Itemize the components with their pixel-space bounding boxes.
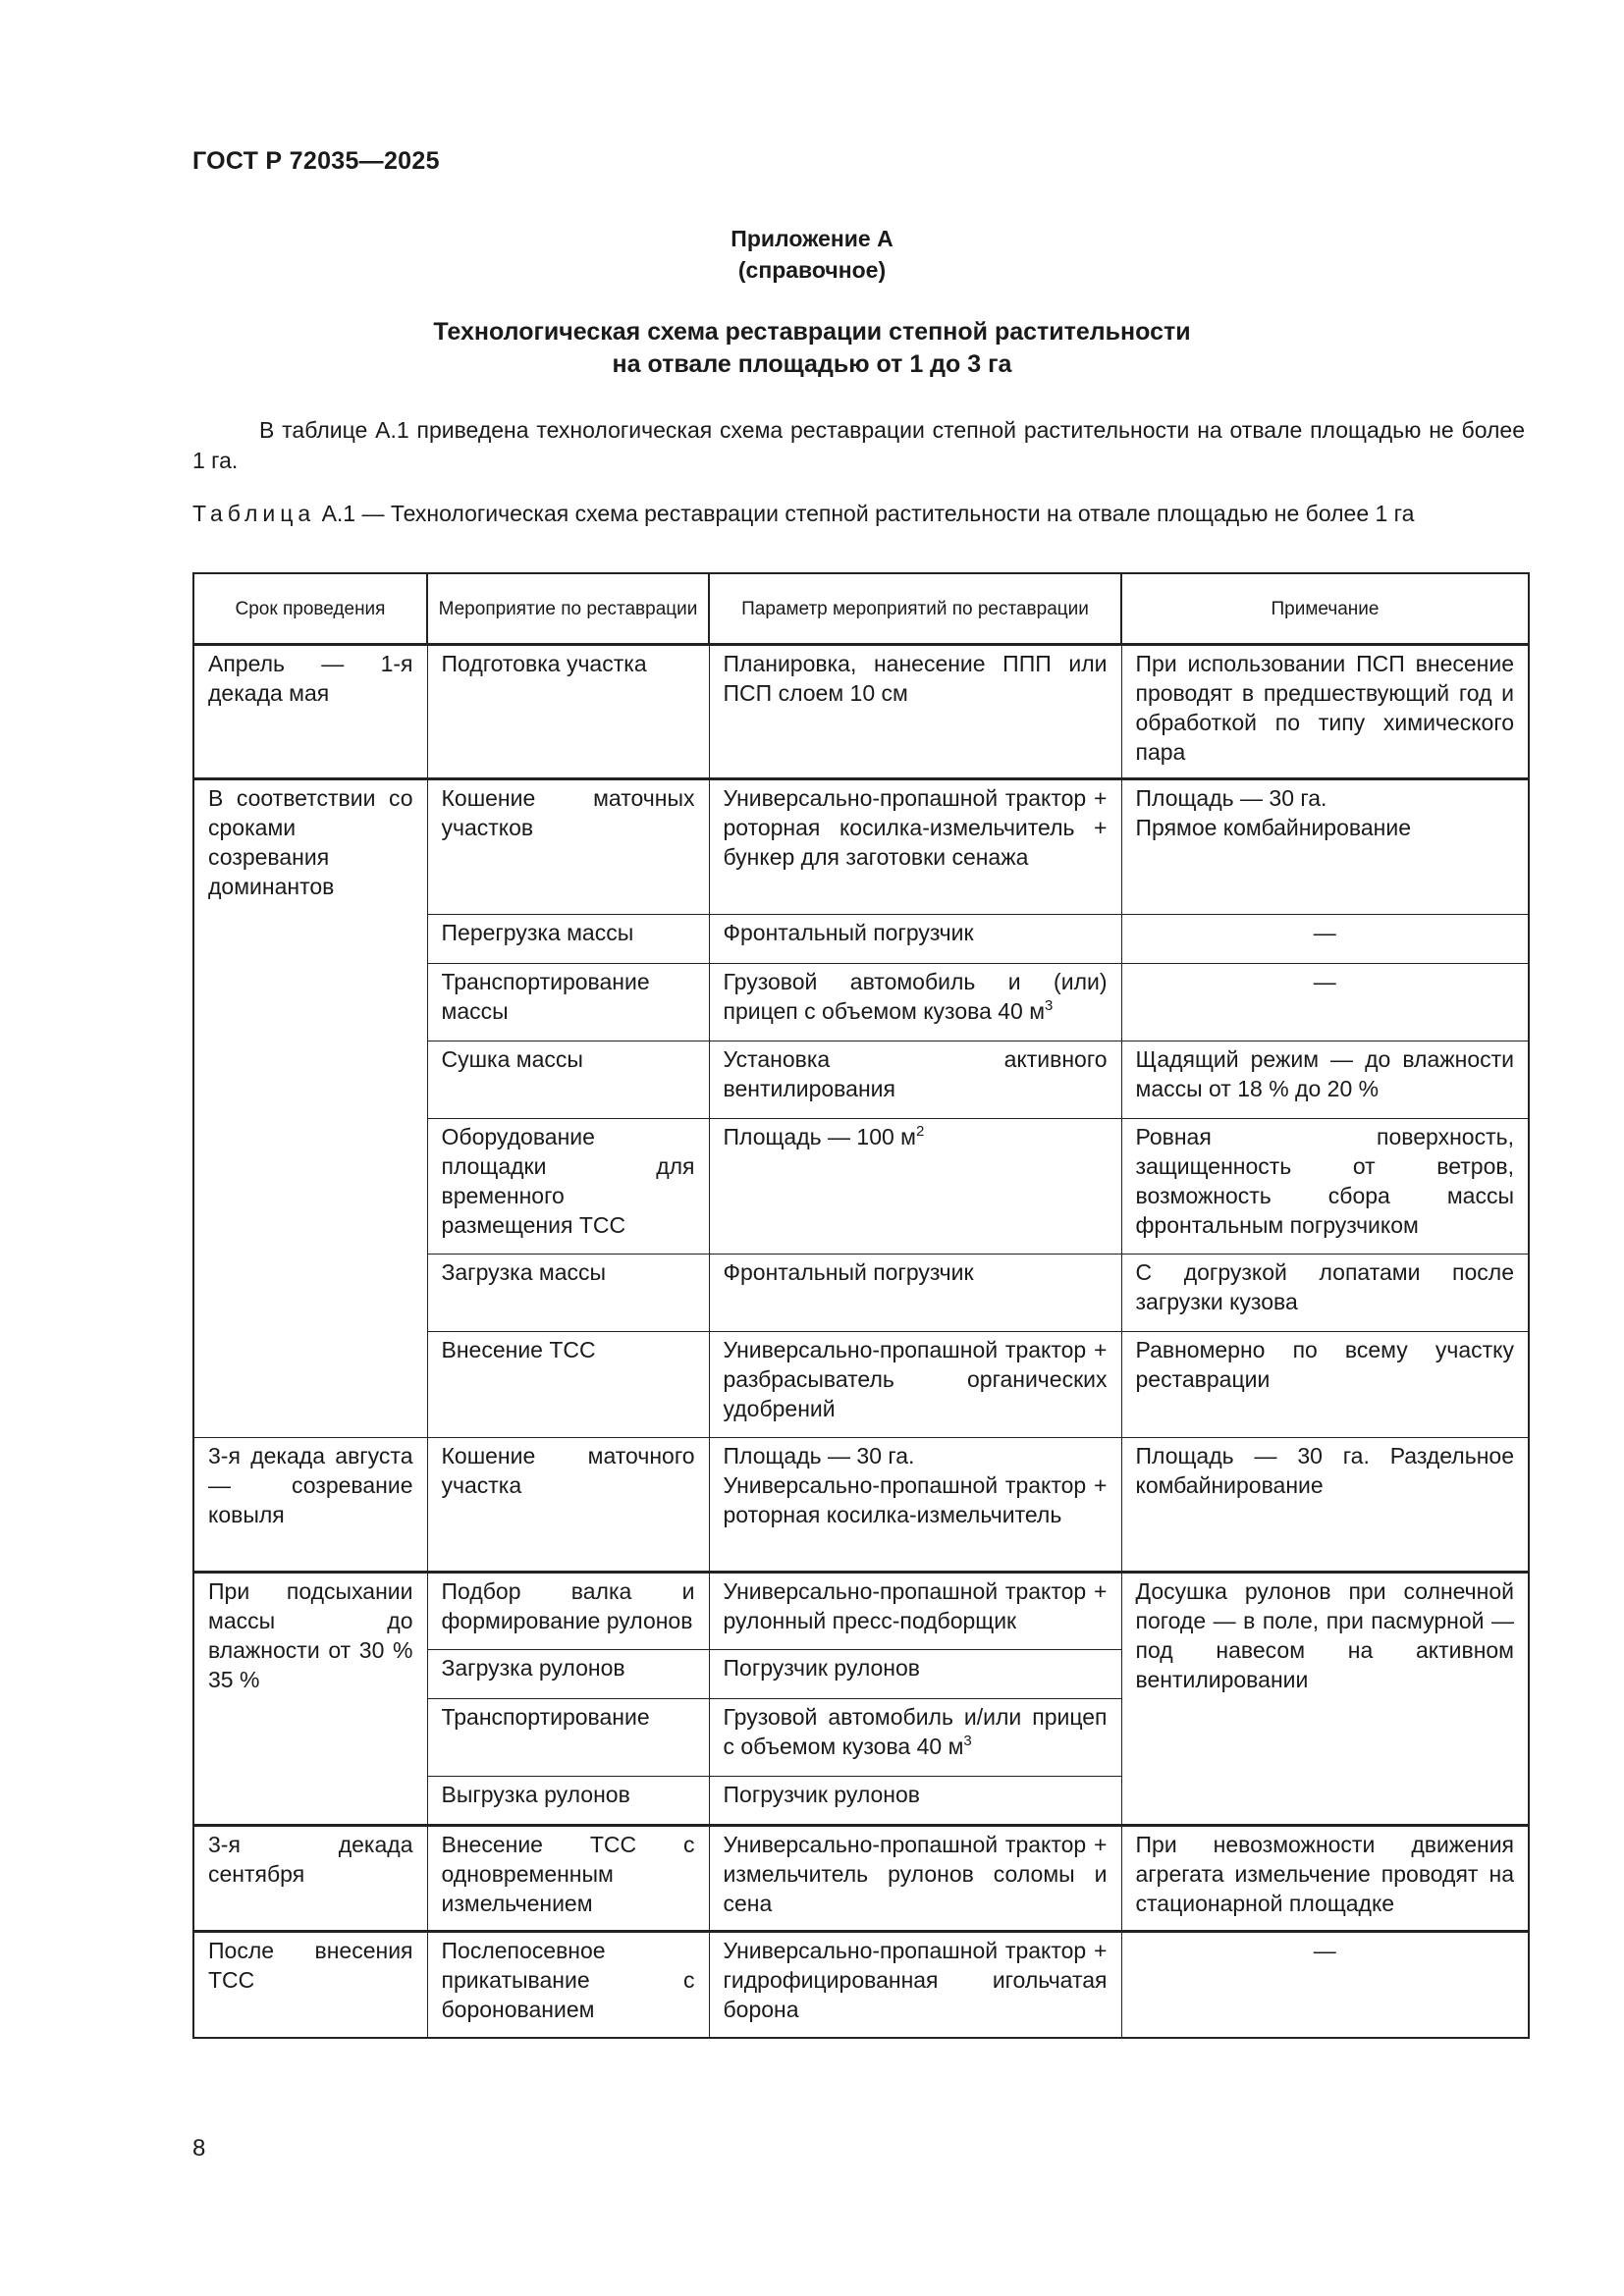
header-term: Срок проведения — [193, 573, 427, 645]
cell-activity: Оборудование площадки для временного размещения ТСС — [427, 1119, 709, 1255]
cell-parameter: Универсально-пропашной трактор + рулонный пресс-подборщик — [709, 1573, 1121, 1650]
superscript: 3 — [963, 1733, 972, 1749]
cell-parameter: Установка активного вентилирования — [709, 1041, 1121, 1119]
appendix-title: Приложение А — [731, 226, 893, 251]
cell-term: Апрель — 1-я декада мая — [193, 645, 427, 779]
cell-parameter: Универсально-пропашной трактор + разбрасыватель органических удобрений — [709, 1332, 1121, 1438]
cell-term: 3-я декада сентября — [193, 1826, 427, 1932]
table-row — [193, 1438, 1529, 1573]
cell-note: Щадящий режим — до влажности массы от 18 % до 20 % — [1121, 1041, 1529, 1119]
cell-activity: Выгрузка рулонов — [427, 1777, 709, 1826]
cell-parameter-text: Площадь — 100 м — [723, 1124, 916, 1149]
table-row — [193, 1826, 1529, 1932]
cell-parameter — [709, 1438, 1121, 1573]
appendix-type: (справочное) — [737, 257, 887, 283]
cell-note — [1121, 779, 1529, 915]
cell-parameter-text: Грузовой автомобиль и (или) прицеп с объемом кузова 40 м — [723, 969, 1108, 1024]
cell-parameter: Универсально-пропашной трактор + роторная косилка-измельчитель + бункер для заготовки сенажа — [709, 779, 1121, 915]
table-row — [193, 1932, 1529, 2038]
table-caption-prefix: Таблица — [192, 501, 316, 526]
restoration-scheme-table — [192, 572, 1530, 2039]
heading-line-2: на отвале площадью от 1 до 3 га — [612, 350, 1012, 378]
cell-parameter — [709, 1119, 1121, 1255]
cell-parameter-text: Грузовой автомобиль и/или прицеп с объемом кузова 40 м — [723, 1704, 1108, 1759]
cell-parameter: Универсально-пропашной трактор + измельчитель рулонов соломы и сена — [709, 1826, 1121, 1932]
cell-parameter-line: Универсально-пропашной трактор + роторная косилка-измельчитель — [723, 1472, 1108, 1527]
table-caption-text: А.1 — Технологическая схема реставрации степной растительности на отвале площадью не более 1 га — [315, 501, 1415, 526]
heading-line-1: Технологическая схема реставрации степной растительности — [433, 318, 1191, 346]
cell-activity: Подбор валка и формирование рулонов — [427, 1573, 709, 1650]
table-row — [193, 779, 1529, 915]
table-header-row — [193, 573, 1529, 645]
superscript: 3 — [1045, 997, 1054, 1014]
table-row — [193, 645, 1529, 779]
table-caption — [192, 499, 1525, 529]
cell-activity: Загрузка массы — [427, 1255, 709, 1332]
superscript: 2 — [915, 1123, 925, 1140]
cell-parameter-line: Площадь — 30 га. — [723, 1443, 915, 1468]
header-parameter: Параметр мероприятий по реставрации — [709, 573, 1121, 645]
cell-activity: Транспортирование — [427, 1699, 709, 1777]
cell-note-line: Прямое комбайнирование — [1135, 815, 1411, 840]
cell-note: — — [1121, 1932, 1529, 2038]
cell-term: После внесения ТСС — [193, 1932, 427, 2038]
document-code: ГОСТ Р 72035—2025 — [192, 147, 440, 175]
cell-parameter: Погрузчик рулонов — [709, 1650, 1121, 1699]
cell-activity: Загрузка рулонов — [427, 1650, 709, 1699]
cell-note: Ровная поверхность, защищенность от ветров, возможность сбора массы фронтальным погрузчиком — [1121, 1119, 1529, 1255]
cell-parameter: Универсально-пропашной трактор + гидрофицированная игольчатая борона — [709, 1932, 1121, 2038]
cell-parameter: Фронтальный погрузчик — [709, 1255, 1121, 1332]
cell-note: — — [1121, 964, 1529, 1041]
header-activity: Мероприятие по реставрации — [427, 573, 709, 645]
cell-activity: Послепосевное прикатывание с боронованием — [427, 1932, 709, 2038]
cell-term: При подсыхании массы до влажности от 30 % 35 % — [193, 1573, 427, 1826]
cell-term: В соответствии со сроками созревания доминантов — [193, 779, 427, 1438]
cell-activity: Перегрузка массы — [427, 915, 709, 964]
cell-activity: Внесение ТСС с одновременным измельчением — [427, 1826, 709, 1932]
cell-note: Равномерно по всему участку реставрации — [1121, 1332, 1529, 1438]
page-number: 8 — [192, 2135, 206, 2162]
cell-note: При невозможности движения агрегата измельчение проводят на стационарной площадке — [1121, 1826, 1529, 1932]
cell-activity: Сушка массы — [427, 1041, 709, 1119]
cell-activity: Кошение маточного участка — [427, 1438, 709, 1573]
cell-activity: Кошение маточных участков — [427, 779, 709, 915]
cell-note: Досушка рулонов при солнечной погоде — в поле, при пасмурной — под навесом на активном вентилировании — [1121, 1573, 1529, 1826]
cell-parameter: Планировка, нанесение ППП или ПСП слоем 10 см — [709, 645, 1121, 779]
cell-activity: Подготовка участка — [427, 645, 709, 779]
cell-note: При использовании ПСП внесение проводят в предшествующий год и обработкой по типу химического пара — [1121, 645, 1529, 779]
header-note: Примечание — [1121, 573, 1529, 645]
cell-note: — — [1121, 915, 1529, 964]
cell-note: Площадь — 30 га. Раздельное комбайнирование — [1121, 1438, 1529, 1573]
cell-activity: Внесение ТСС — [427, 1332, 709, 1438]
cell-parameter: Погрузчик рулонов — [709, 1777, 1121, 1826]
cell-parameter — [709, 964, 1121, 1041]
cell-activity: Транспортирование массы — [427, 964, 709, 1041]
intro-paragraph: В таблице А.1 приведена технологическая схема реставрации степной растительности на отвале площадью не более 1 га. — [192, 417, 1525, 473]
cell-parameter: Фронтальный погрузчик — [709, 915, 1121, 964]
cell-parameter — [709, 1699, 1121, 1777]
cell-note-line: Площадь — 30 га. — [1135, 785, 1327, 811]
cell-note: С догрузкой лопатами после загрузки кузова — [1121, 1255, 1529, 1332]
cell-term: 3-я декада августа — созревание ковыля — [193, 1438, 427, 1573]
table-row — [193, 1573, 1529, 1650]
